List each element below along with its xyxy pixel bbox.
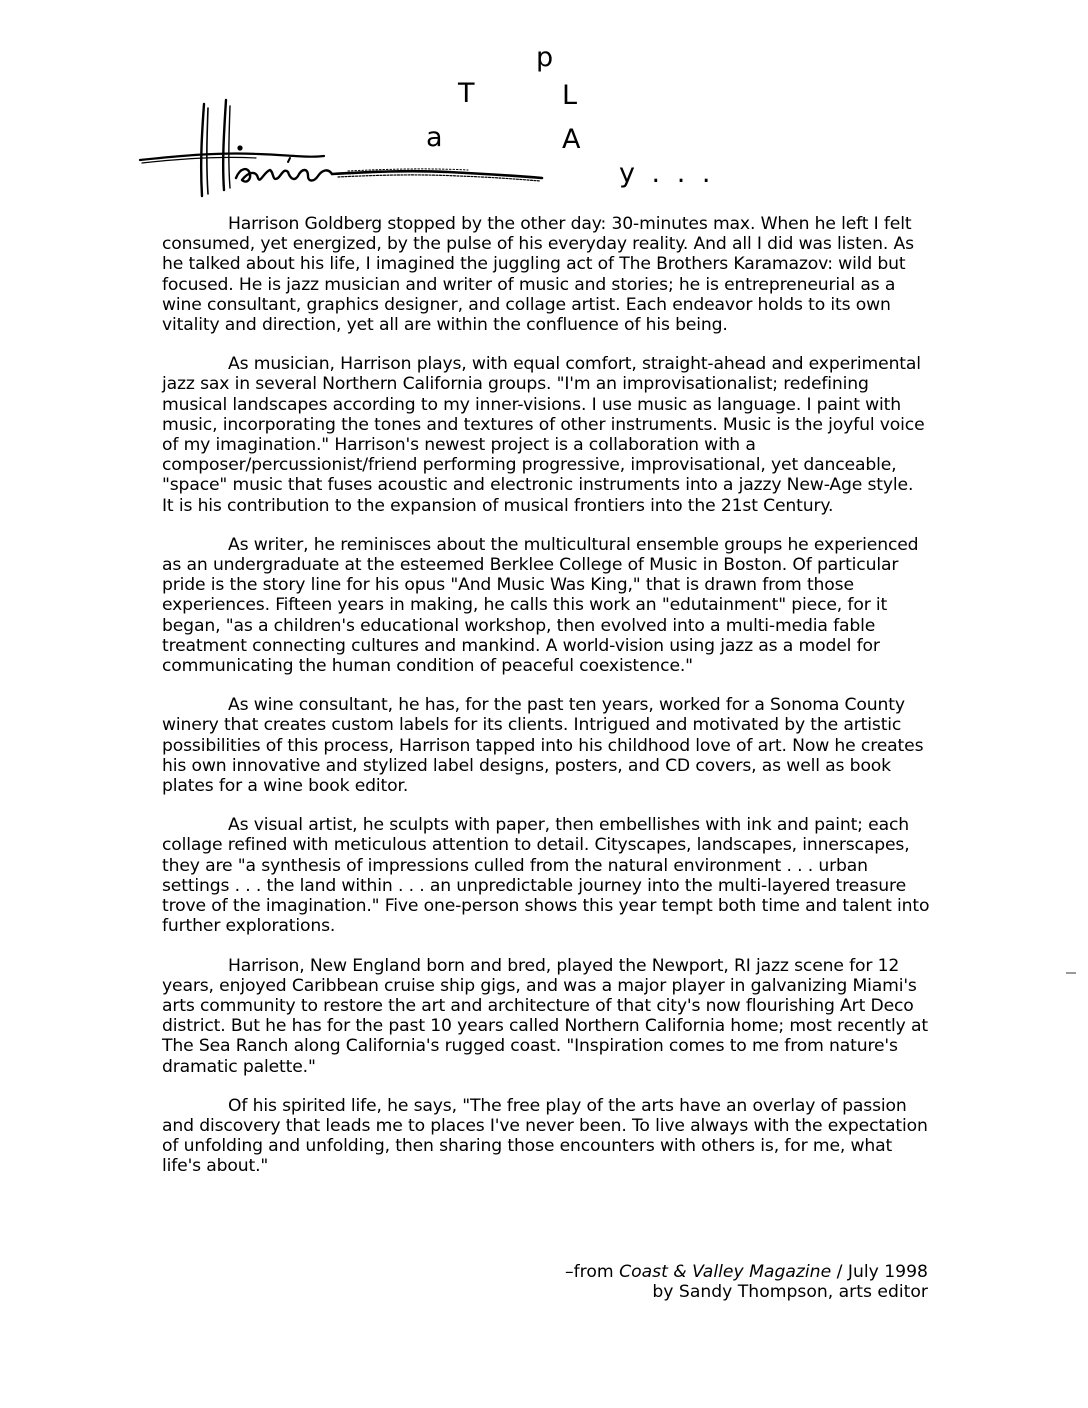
signature-icon xyxy=(138,92,558,202)
article-paragraph: As musician, Harrison plays, with equal comfort, straight-ahead and experimental jazz sax in several Northern California groups. "I'm an improvisationalist; redefining musical landscapes according to my inner-visions. I use music as language. I paint with music, incorporating the tones and textures of other instruments. Music is the joyful voice of my imagination." Harrison's newest project is a collaboration with a composer/percussionist/friend performing progressive, improvisational, yet danceable, "space" music that fuses acoustic and electronic instruments into a jazzy New-Age style. It is his contribution to the expansion of musical frontiers into the 21st Century. xyxy=(162,354,925,516)
title-letter-a: a xyxy=(426,122,443,153)
magazine-name: Coast & Valley Magazine xyxy=(619,1262,832,1282)
source-date: / July 1998 xyxy=(831,1262,928,1282)
article-paragraph: Of his spirited life, he says, "The free play of the arts have an overlay of passion and discovery that leads me to places I've never been. To live always with the expectation of unfolding and unfolding, then sharing those encounters with others is, for me, what life's about." xyxy=(162,1095,928,1177)
article-paragraph: Harrison, New England born and bred, played the Newport, RI jazz scene for 12 years, enjoyed Caribbean cruise ship gigs, and was a major player in galvanizing Miami's arts community to restore the art and architecture of that city's now flourishing Art Deco district. But he has for the past 10 years called Northern California home; most recently at The Sea Ranch along California's rugged coast. "Inspiration comes to me from nature's dramatic palette." xyxy=(162,955,928,1077)
attribution xyxy=(565,1262,928,1302)
title-letter-L: L xyxy=(562,80,578,111)
source-line xyxy=(565,1262,928,1282)
article-paragraph: As wine consultant, he has, for the past ten years, worked for a Sonoma County winery that creates custom labels for its clients. Intrigued and motivated by the artistic possibilities of this process, Harrison tapped into his childhood love of art. Now he creates his own innovative and stylized label designs, posters, and CD covers, as well as book plates for a wine book editor. xyxy=(162,695,924,797)
title-letter-p: p xyxy=(536,42,554,73)
title-letter-A: A xyxy=(562,124,581,155)
scan-mark xyxy=(1066,972,1076,974)
title-letter-T: T xyxy=(458,78,475,109)
byline: by Sandy Thompson, arts editor xyxy=(652,1282,928,1302)
article-body xyxy=(162,214,930,1196)
title-letter-y: y . . . xyxy=(619,158,715,189)
article-paragraph: Harrison Goldberg stopped by the other day: 30-minutes max. When he left I felt consumed, yet energized, by the pulse of his everyday reality. And all I did was listen. As he talked about his life, I imagined the juggling act of The Brothers Karamazov: wild but focused. He is jazz musician and writer of music and stories; he is entrepreneurial as a wine consultant, graphics designer, and collage artist. Each endeavor holds to its own vitality and direction, yet all are within the confluence of his being. xyxy=(162,214,914,336)
source-prefix: –from xyxy=(565,1262,620,1282)
article-paragraph: As writer, he reminisces about the multicultural ensemble groups he experienced as an undergraduate at the esteemed Berklee College of Music in Boston. Of particular pride is the story line for his opus "And Music Was King," that is drawn from those experiences. Fifteen years in making, he calls this work an "edutainment" piece, for it began, "as a children's educational workshop, then evolved into a multi-media fable treatment connecting cultures and mankind. A world-vision using jazz as a model for communicating the human condition of peaceful coexistence." xyxy=(162,534,919,677)
article-paragraph: As visual artist, he sculpts with paper, then embellishes with ink and paint; each collage refined with meticulous attention to detail. Cityscapes, landscapes, innerscapes, they are "a synthesis of impressions culled from the natural environment . . . urban settings . . . the land within . . . an unpredictable journey into the multi-layered treasure trove of the imagination." Five one-person shows this year tempt both time and talent into further explorations. xyxy=(162,815,930,937)
